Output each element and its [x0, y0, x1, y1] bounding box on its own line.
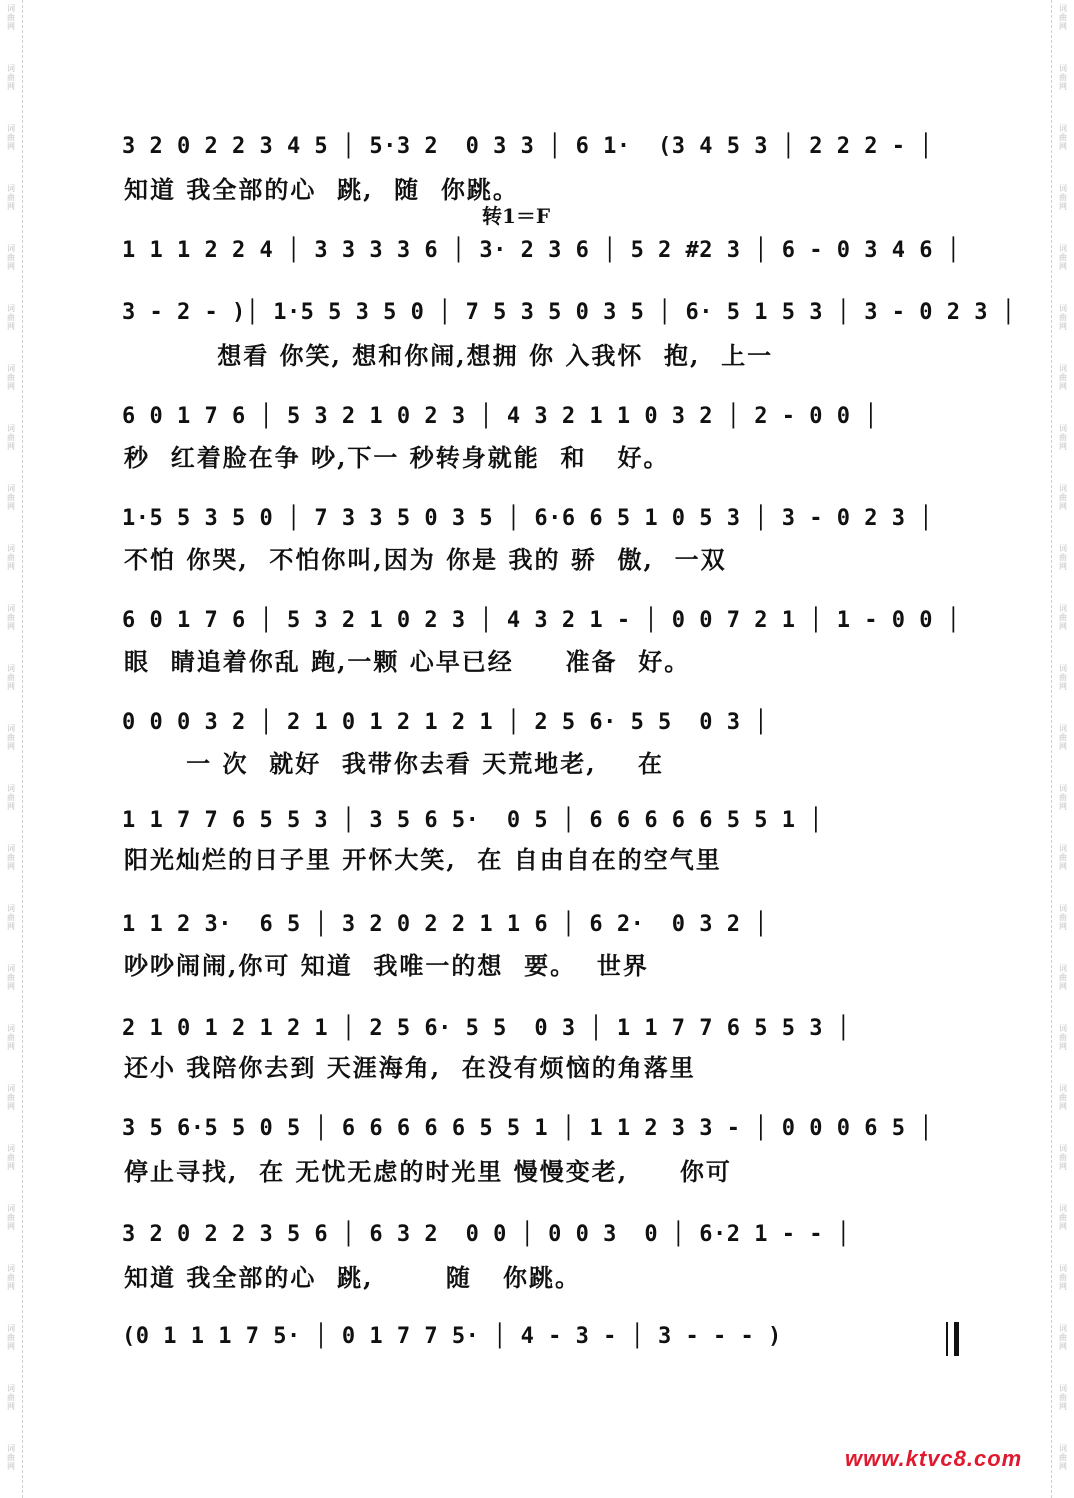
- margin-watermark-text: 词 曲 网: [7, 1384, 15, 1411]
- margin-watermark-text: 词 曲 网: [7, 724, 15, 751]
- margin-watermark-text: 词 曲 网: [1059, 1204, 1067, 1231]
- margin-watermark-text: 词 曲 网: [1059, 244, 1067, 271]
- margin-watermark-text: 词 曲 网: [7, 124, 15, 151]
- margin-watermark-text: 词 曲 网: [1059, 1144, 1067, 1171]
- lyric-line-9: 吵吵闹闹,你可 知道 我唯一的想 要。 世界: [124, 951, 649, 980]
- margin-watermark-text: 词 曲 网: [7, 964, 15, 991]
- notation-line-7: 0 0 0 3 2 │ 2 1 0 1 2 1 2 1 │ 2 5 6· 5 5 0 3 │: [122, 710, 769, 735]
- margin-watermark-text: 词 曲 网: [7, 64, 15, 91]
- margin-watermark-text: 词 曲 网: [7, 1264, 15, 1291]
- margin-watermark-text: 词 曲 网: [1059, 844, 1067, 871]
- margin-watermark-text: 词 曲 网: [7, 1204, 15, 1231]
- lyric-line-6: 眼 睛追着你乱 跑,一颗 心早已经 准备 好。: [124, 647, 691, 676]
- margin-watermark-text: 词 曲 网: [1059, 724, 1067, 751]
- margin-watermark-text: 词 曲 网: [1059, 1444, 1067, 1471]
- lyric-line-5: 不怕 你哭, 不怕你叫,因为 你是 我的 骄 傲, 一双: [124, 545, 727, 574]
- notation-line-6: 6 0 1 7 6 │ 5 3 2 1 0 2 3 │ 4 3 2 1 - │ 0 0 7 2 1 │ 1 - 0 0 │: [122, 608, 961, 633]
- notation-line-9: 1 1 2 3· 6 5 │ 3 2 0 2 2 1 1 6 │ 6 2· 0 3 2 │: [122, 912, 769, 937]
- lyric-line-8: 阳光灿烂的日子里 开怀大笑, 在 自由自在的空气里: [124, 845, 722, 874]
- notation-line-10: 2 1 0 1 2 1 2 1 │ 2 5 6· 5 5 0 3 │ 1 1 7 7 6 5 5 3 │: [122, 1016, 851, 1041]
- margin-watermark-text: 词 曲 网: [1059, 544, 1067, 571]
- margin-watermark-text: 词 曲 网: [7, 604, 15, 631]
- margin-watermark-text: 词 曲 网: [7, 364, 15, 391]
- margin-watermark-text: 词 曲 网: [7, 664, 15, 691]
- lyric-line-10: 还小 我陪你去到 天涯海角, 在没有烦恼的角落里: [124, 1053, 696, 1082]
- margin-watermark-text: 词 曲 网: [1059, 964, 1067, 991]
- notation-line-4: 6 0 1 7 6 │ 5 3 2 1 0 2 3 │ 4 3 2 1 1 0 3 2 │ 2 - 0 0 │: [122, 404, 878, 429]
- notation-line-12: 3 2 0 2 2 3 5 6 │ 6 3 2 0 0 │ 0 0 3 0 │ 6·2 1 - - │: [122, 1222, 851, 1247]
- margin-watermark-text: 词 曲 网: [7, 1324, 15, 1351]
- margin-watermark-text: 词 曲 网: [7, 1144, 15, 1171]
- margin-watermark-text: 词 曲 网: [1059, 4, 1067, 31]
- margin-watermark-text: 词 曲 网: [7, 424, 15, 451]
- margin-watermark-text: 词 曲 网: [1059, 784, 1067, 811]
- margin-watermark-text: 词 曲 网: [1059, 1264, 1067, 1291]
- lyric-line-1: 知道 我全部的心 跳, 随 你跳。: [124, 175, 519, 204]
- notation-line-5: 1·5 5 3 5 0 │ 7 3 3 5 0 3 5 │ 6·6 6 5 1 0 5 3 │ 3 - 0 2 3 │: [122, 506, 933, 531]
- lyric-line-7: 一 次 就好 我带你去看 天荒地老, 在: [124, 749, 665, 778]
- notation-line-3: 3 - 2 - )│ 1·5 5 3 5 0 │ 7 5 3 5 0 3 5 │ 6· 5 1 5 3 │ 3 - 0 2 3 │: [122, 300, 1016, 325]
- notation-line-11: 3 5 6·5 5 0 5 │ 6 6 6 6 6 5 5 1 │ 1 1 2 3 3 - │ 0 0 0 6 5 │: [122, 1116, 933, 1141]
- margin-watermark-text: 词 曲 网: [1059, 124, 1067, 151]
- margin-watermark-text: 词 曲 网: [7, 844, 15, 871]
- margin-watermark-text: 词 曲 网: [7, 1084, 15, 1111]
- website-watermark[interactable]: www.ktvc8.com: [845, 1446, 1023, 1471]
- key-change-label: 转1＝F: [482, 204, 551, 228]
- notation-line-2: 1 1 1 2 2 4 │ 3 3 3 3 6 │ 3· 2 3 6 │ 5 2 #2 3 │ 6 - 0 3 4 6 │: [122, 238, 961, 263]
- margin-watermark-text: 词 曲 网: [1059, 1084, 1067, 1111]
- notation-line-1: 3 2 0 2 2 3 4 5 │ 5·3 2 0 3 3 │ 6 1· (3 4 5 3 │ 2 2 2 - │: [122, 134, 933, 159]
- margin-watermark-text: 词 曲 网: [7, 244, 15, 271]
- margin-watermark-text: 词 曲 网: [7, 304, 15, 331]
- margin-watermark-text: 词 曲 网: [7, 484, 15, 511]
- margin-watermark-text: 词 曲 网: [7, 1024, 15, 1051]
- margin-watermark-text: 词 曲 网: [7, 544, 15, 571]
- margin-watermark-text: 词 曲 网: [1059, 364, 1067, 391]
- margin-watermark-text: 词 曲 网: [7, 784, 15, 811]
- margin-watermark-text: 词 曲 网: [1059, 604, 1067, 631]
- margin-watermark-text: 词 曲 网: [1059, 64, 1067, 91]
- margin-watermark-text: 词 曲 网: [1059, 1324, 1067, 1351]
- margin-watermark-text: 词 曲 网: [7, 184, 15, 211]
- margin-watermark-text: 词 曲 网: [1059, 304, 1067, 331]
- margin-watermark-text: 词 曲 网: [1059, 424, 1067, 451]
- margin-watermark-text: 词 曲 网: [7, 4, 15, 31]
- lyric-line-12: 知道 我全部的心 跳, 随 你跳。: [124, 1263, 581, 1292]
- notation-line-8: 1 1 7 7 6 5 5 3 │ 3 5 6 5· 0 5 │ 6 6 6 6 6 5 5 1 │: [122, 808, 824, 833]
- margin-watermark-text: 词 曲 网: [1059, 184, 1067, 211]
- margin-watermark-text: 词 曲 网: [1059, 904, 1067, 931]
- margin-watermark-text: 词 曲 网: [7, 904, 15, 931]
- lyric-line-3: 想看 你笑, 想和你闹,想拥 你 入我怀 抱, 上一: [124, 341, 774, 370]
- margin-watermark-text: 词 曲 网: [7, 1444, 15, 1471]
- lyric-line-4: 秒 红着脸在争 吵,下一 秒转身就能 和 好。: [124, 443, 670, 472]
- margin-watermark-text: 词 曲 网: [1059, 1024, 1067, 1051]
- margin-watermark-text: 词 曲 网: [1059, 664, 1067, 691]
- lyric-line-11: 停止寻找, 在 无忧无虑的时光里 慢慢变老, 你可: [124, 1157, 732, 1186]
- notation-line-13: (0 1 1 1 7 5· │ 0 1 7 7 5· │ 4 - 3 - │ 3 - - - ): [122, 1324, 782, 1349]
- margin-watermark-text: 词 曲 网: [1059, 484, 1067, 511]
- margin-watermark-text: 词 曲 网: [1059, 1384, 1067, 1411]
- final-barline: [946, 1322, 959, 1356]
